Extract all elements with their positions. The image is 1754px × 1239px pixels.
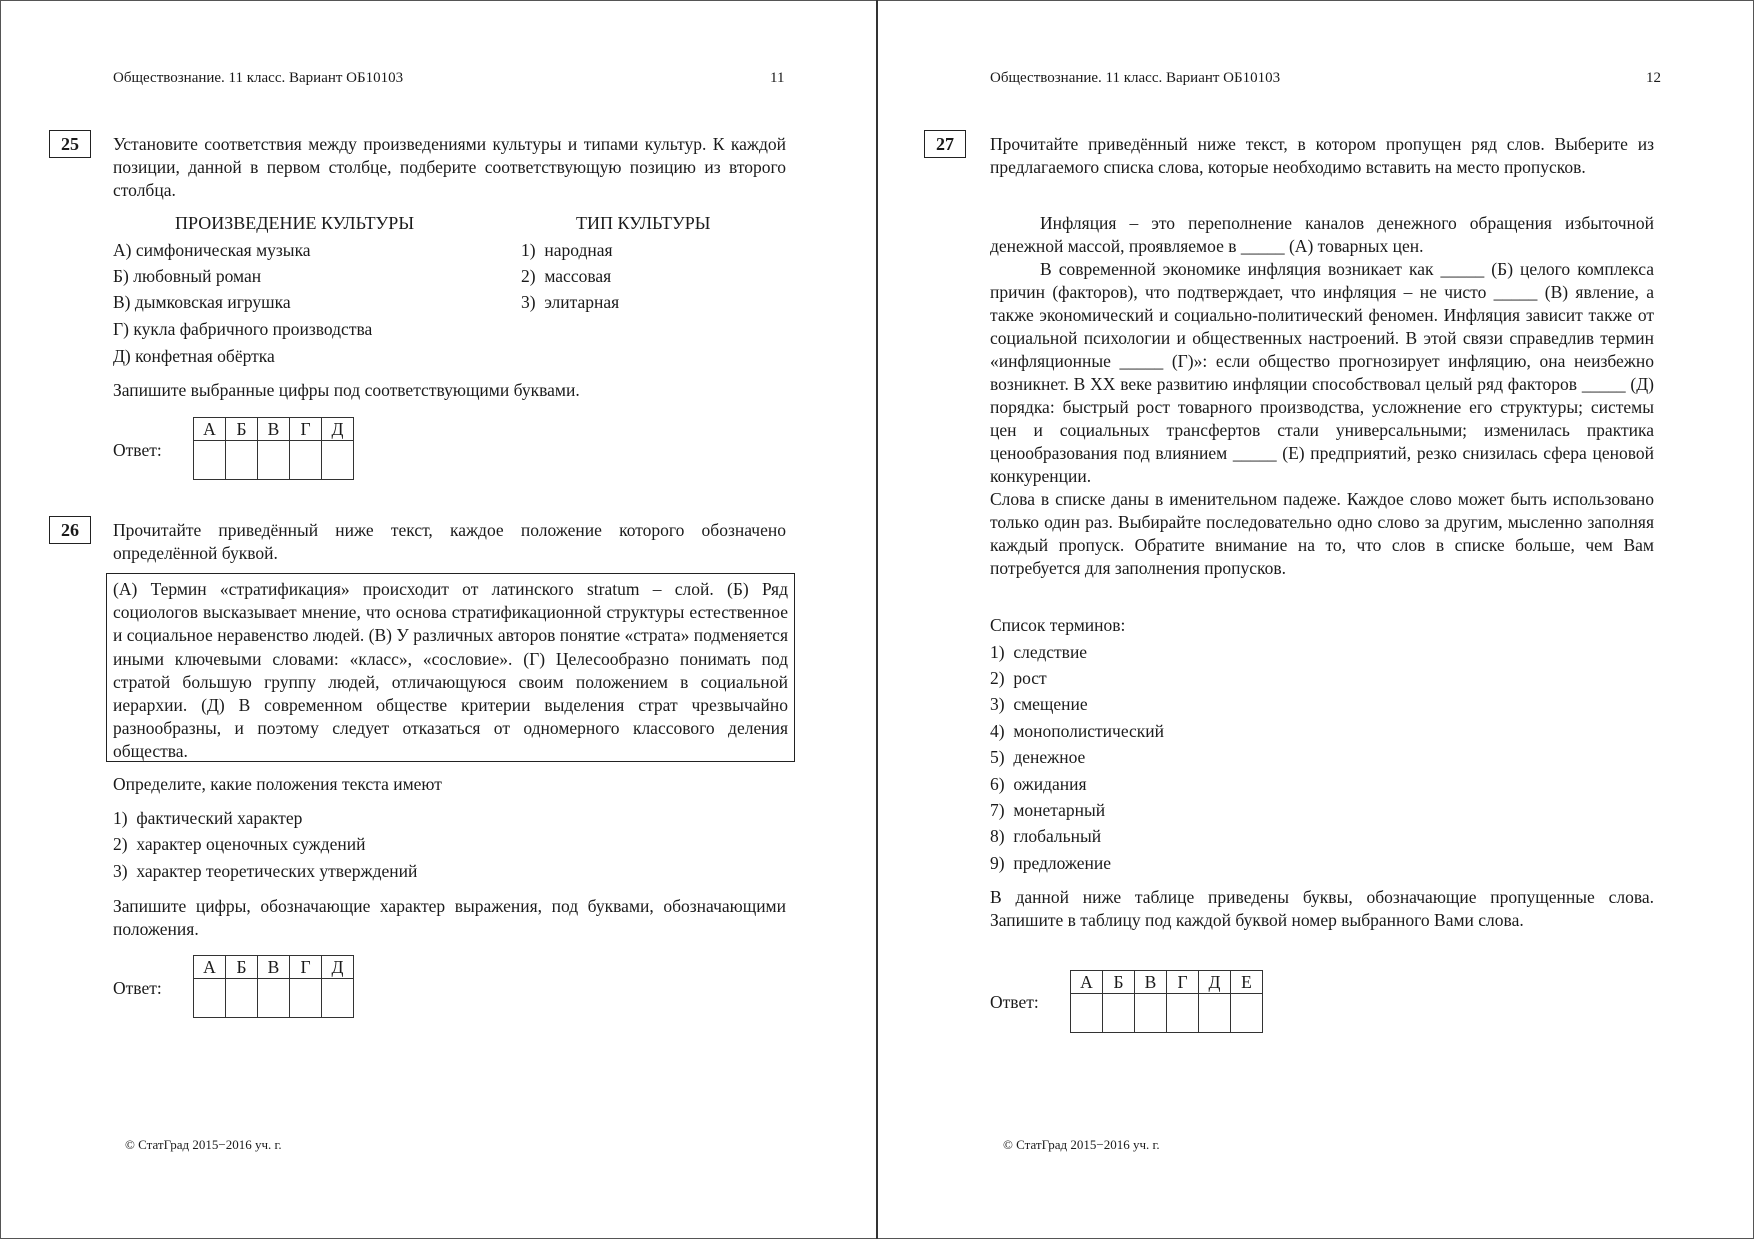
- list-item: А) симфоническая музыка: [113, 240, 311, 260]
- answer-cell[interactable]: [290, 441, 322, 480]
- column-header: ТИП КУЛЬТУРЫ: [576, 213, 711, 233]
- table-header-cell: В: [1135, 971, 1167, 994]
- instruction: В данной ниже таблице приведены буквы, обозначающие пропущенные слова. Запишите в таблицу под каждой буквой номер выбранного Вами слова.: [990, 887, 1654, 930]
- page-footer: © СтатГрад 2015−2016 уч. г.: [1003, 1137, 1160, 1152]
- list-item: 8) глобальный: [990, 826, 1102, 846]
- answer-cell[interactable]: [1167, 994, 1199, 1033]
- list-item: Д) конфетная обёртка: [113, 346, 275, 366]
- question-number: 25: [49, 130, 91, 158]
- page-header: Обществознание. 11 класс. Вариант ОБ10103: [990, 70, 1281, 86]
- list-item: 2) рост: [990, 668, 1047, 688]
- table-header-cell: А: [1071, 971, 1103, 994]
- answer-label: Ответ:: [113, 978, 162, 998]
- passage: [990, 212, 1654, 580]
- instruction: Запишите цифры, обозначающие характер выражения, под буквами, обозначающими положения.: [113, 896, 786, 939]
- list-item: 9) предложение: [990, 853, 1112, 873]
- answer-cell[interactable]: [290, 979, 322, 1018]
- table-header-cell: В: [258, 418, 290, 441]
- column-header: ПРОИЗВЕДЕНИЕ КУЛЬТУРЫ: [175, 213, 415, 233]
- list-item: 3) смещение: [990, 694, 1088, 714]
- list-item: 3) характер теоретических утверждений: [113, 861, 418, 881]
- answer-table: [1070, 970, 1263, 1033]
- table-header-cell: Г: [290, 418, 322, 441]
- list-item: 1) народная: [521, 240, 613, 260]
- list-item: 7) монетарный: [990, 800, 1106, 820]
- question-number: 26: [49, 516, 91, 544]
- list-item: 1) следствие: [990, 642, 1088, 662]
- passage-paragraph: Слова в списке даны в именительном падеже. Каждое слово может быть использовано только один раз. Выбирайте последовательно одно слово за другим, мысленно заполняя каждый пропуск. Обратите внимание на то, что слов в списке больше, чем Вам потребуется для заполнения пропусков.: [990, 489, 1654, 578]
- table-header-cell: Б: [226, 418, 258, 441]
- list-item: 4) монополистический: [990, 721, 1165, 741]
- answer-label: Ответ:: [990, 992, 1039, 1012]
- passage-paragraph: Инфляция – это переполнение каналов денежного обращения избыточной денежной массой, проявляемое в _____ (А) товарных цен.: [990, 213, 1654, 256]
- answer-table: [193, 955, 354, 1018]
- table-header-cell: Д: [322, 956, 354, 979]
- answer-cell[interactable]: [1231, 994, 1263, 1033]
- answer-cell[interactable]: [322, 979, 354, 1018]
- answer-cell[interactable]: [226, 979, 258, 1018]
- table-header-cell: Г: [1167, 971, 1199, 994]
- question-prompt: Определите, какие положения текста имеют: [113, 774, 442, 794]
- answer-cell[interactable]: [258, 979, 290, 1018]
- answer-cell[interactable]: [1103, 994, 1135, 1033]
- table-header-cell: Д: [1199, 971, 1231, 994]
- list-item: Г) кукла фабричного производства: [113, 319, 373, 339]
- instruction: Запишите выбранные цифры под соответствующими буквами.: [113, 380, 580, 400]
- answer-cell[interactable]: [1071, 994, 1103, 1033]
- page-footer: © СтатГрад 2015−2016 уч. г.: [125, 1137, 282, 1152]
- question-text: Прочитайте приведённый ниже текст, в котором пропущен ряд слов. Выберите из предлагаемого списка слова, которые необходимо вставить на место пропусков.: [990, 134, 1654, 177]
- passage-paragraph: В современной экономике инфляция возникает как _____ (Б) целого комплекса причин (факторов), что подтверждает, что инфляция – не чисто _____ (В) явление, а также экономический и социально-политический феномен. Инфляция зависит также от социальной психологии и общественных настроений. В этой связи справедлив термин «инфляционные _____ (Г)»: если общество прогнозирует инфляцию, она неизбежно возникнет. В XX веке развитию инфляции способствовал целый ряд факторов _____ (Д) порядка: быстрый рост товарного производства, усложнение его структуры; системы цен и социальных трансфертов стали универсальными; изменилась практика ценообразования под влиянием _____ (Е) предприятий, резко снизилась сфера ценовой конкуренции.: [990, 259, 1654, 486]
- table-header-cell: Е: [1231, 971, 1263, 994]
- table-header-cell: Г: [290, 956, 322, 979]
- answer-cell[interactable]: [194, 979, 226, 1018]
- page-left: [0, 0, 876, 1239]
- answer-label: Ответ:: [113, 440, 162, 460]
- page-number: 11: [770, 70, 785, 86]
- answer-cell[interactable]: [1135, 994, 1167, 1033]
- table-header-cell: Д: [322, 418, 354, 441]
- table-header-cell: Б: [226, 956, 258, 979]
- question-text: Установите соответствия между произведениями культуры и типами культур. К каждой позиции, данной в первом столбце, подберите соответствующую позицию из второго столбца.: [113, 134, 786, 200]
- answer-cell[interactable]: [194, 441, 226, 480]
- list-item: 5) денежное: [990, 747, 1086, 767]
- page-header: Обществознание. 11 класс. Вариант ОБ10103: [113, 70, 404, 86]
- list-item: Б) любовный роман: [113, 266, 262, 286]
- list-item: 3) элитарная: [521, 292, 620, 312]
- list-item: 2) характер оценочных суждений: [113, 834, 366, 854]
- table-header-cell: А: [194, 956, 226, 979]
- answer-table: [193, 417, 354, 480]
- list-title: Список терминов:: [990, 615, 1126, 635]
- list-item: 1) фактический характер: [113, 808, 303, 828]
- table-header-cell: В: [258, 956, 290, 979]
- page-number: 12: [1646, 70, 1661, 86]
- answer-cell[interactable]: [226, 441, 258, 480]
- list-item: В) дымковская игрушка: [113, 292, 291, 312]
- table-header-cell: А: [194, 418, 226, 441]
- page-right: [878, 0, 1754, 1239]
- table-header-cell: Б: [1103, 971, 1135, 994]
- question-number: 27: [924, 130, 966, 158]
- answer-cell[interactable]: [322, 441, 354, 480]
- question-text: Прочитайте приведённый ниже текст, каждое положение которого обозначено определённой буквой.: [113, 520, 786, 563]
- list-item: 2) массовая: [521, 266, 612, 286]
- quoted-text-box: (А) Термин «стратификация» происходит от латинского stratum – слой. (Б) Ряд социологов высказывает мнение, что основа стратификационной структуры естественное и социальное неравенство людей. (В) У различных авторов понятие «страта» подменяется иными ключевыми словами: «класс», «сословие». (Г) Целесообразно понимать под стратой большую группу людей, отличающуюся своим положением в социальной иерархии. (Д) В современном обществе критерии выделения страт чрезвычайно разнообразны, и поэтому следует отказаться от одномерного классового деления общества.: [106, 573, 795, 762]
- answer-cell[interactable]: [258, 441, 290, 480]
- answer-cell[interactable]: [1199, 994, 1231, 1033]
- list-item: 6) ожидания: [990, 774, 1087, 794]
